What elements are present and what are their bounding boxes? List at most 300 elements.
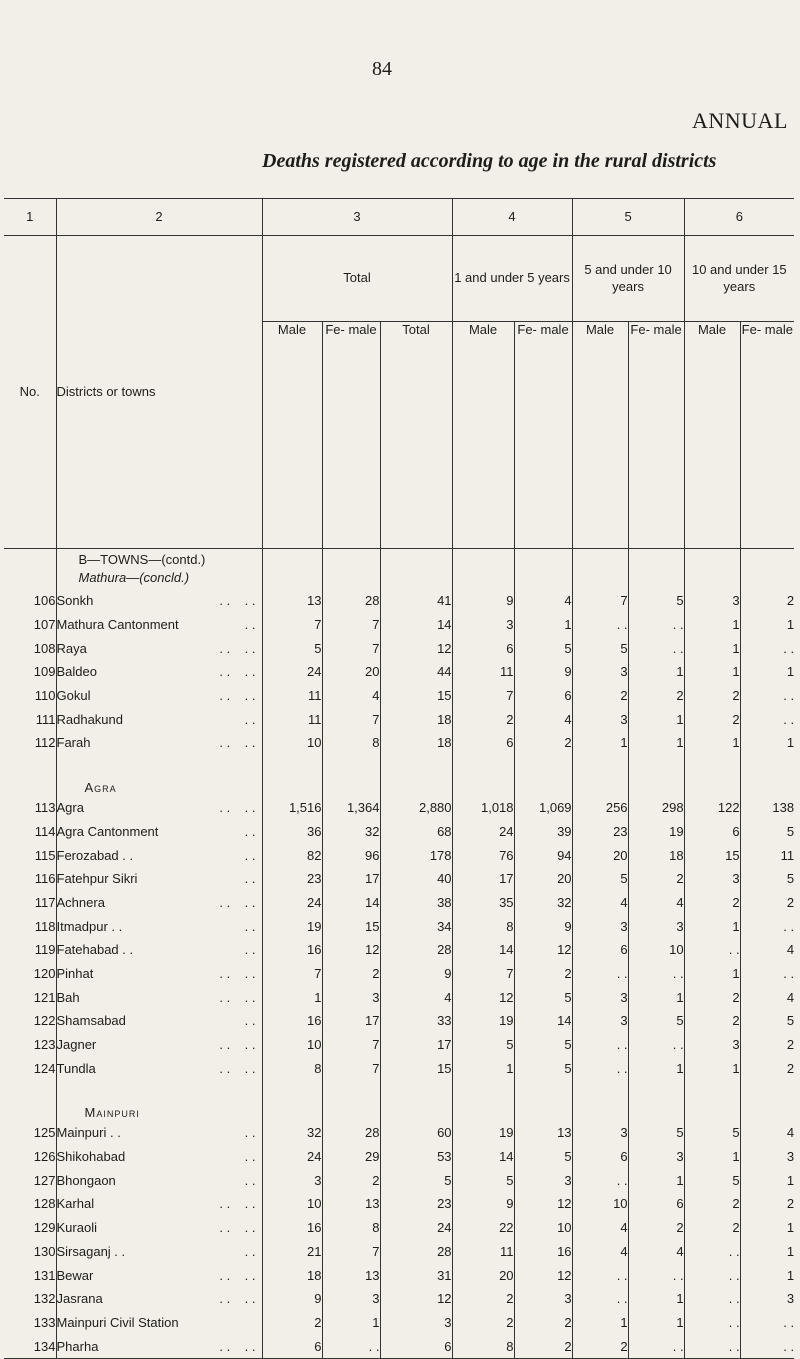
district-name: Raya xyxy=(56,640,87,656)
age-5-10-female-cell: 3 xyxy=(628,1145,684,1169)
age-5-10-male-cell: 6 xyxy=(572,938,628,962)
age-5-10-male-cell: 5 xyxy=(572,867,628,891)
leader-dots: . . . . xyxy=(219,1220,256,1236)
leader-dots: . . xyxy=(244,823,256,839)
section-empty-cell xyxy=(628,1080,684,1121)
total-total-cell: 9 xyxy=(380,962,452,986)
row-number: 131 xyxy=(33,1267,56,1283)
age-10-15-male-cell: 2 xyxy=(684,985,740,1009)
age-5-10-male-cell: . . xyxy=(572,1168,628,1192)
age-10-15-female-cell: . . xyxy=(740,1311,794,1335)
age-10-15-female-cell: 1 xyxy=(740,660,794,684)
total-female-cell: 8 xyxy=(322,1216,380,1240)
district-name: Jasrana xyxy=(56,1291,103,1307)
age-1-5-header: 1 and under 5 years xyxy=(452,236,572,322)
age-10-15-male-cell: 15 xyxy=(684,843,740,867)
age-1-5-female-cell: 2 xyxy=(514,1311,572,1335)
age-1-5-female-cell: 2 xyxy=(514,731,572,755)
leader-dots: . . xyxy=(244,847,256,863)
table-row xyxy=(4,1009,794,1033)
total-total-cell: 33 xyxy=(380,1009,452,1033)
age-5-10-female-cell: 2 xyxy=(628,1216,684,1240)
table-subtitle: Deaths registered according to age in the rural districts xyxy=(262,150,717,172)
total-female-cell: 15 xyxy=(322,914,380,938)
district-name: Mainpuri Civil Station xyxy=(56,1314,179,1330)
total-male-cell: 7 xyxy=(262,962,322,986)
row-number: 130 xyxy=(33,1243,56,1259)
leader-dots: . . xyxy=(244,711,256,727)
age-1-5-female-cell: 4 xyxy=(514,589,572,613)
total-group-header: Total xyxy=(262,236,452,322)
total-male-cell: 23 xyxy=(262,867,322,891)
age-10-15-female-cell: . . xyxy=(740,684,794,708)
age-1-5-male-cell: 7 xyxy=(452,684,514,708)
table-row xyxy=(4,914,794,938)
age-10-15-female-cell: . . xyxy=(740,962,794,986)
total-total-cell: 5 xyxy=(380,1168,452,1192)
age-10-15-female-cell: 1 xyxy=(740,613,794,637)
age-5-10-female-cell: . . xyxy=(628,1263,684,1287)
total-female-cell: 8 xyxy=(322,731,380,755)
age-10-15-male-cell: 2 xyxy=(684,1192,740,1216)
district-name: Sonkh xyxy=(56,593,94,609)
total-total-header: Total xyxy=(380,322,452,549)
total-male-cell: 24 xyxy=(262,891,322,915)
row-number: 129 xyxy=(33,1220,56,1236)
total-male-cell: 3 xyxy=(262,1168,322,1192)
age-5-10-female-cell: 5 xyxy=(628,1121,684,1145)
district-name: Radhakund xyxy=(56,711,123,727)
district-name: Pharha xyxy=(56,1338,99,1354)
district-name: Itmadpur . . xyxy=(56,918,123,934)
age-5-10-female-cell: 19 xyxy=(628,820,684,844)
district-cell xyxy=(56,1311,262,1335)
age-1-5-female-header: Fe- male xyxy=(514,322,572,549)
age-5-10-female-cell: 6 xyxy=(628,1192,684,1216)
total-total-cell: 12 xyxy=(380,636,452,660)
section-empty-cell xyxy=(322,755,380,796)
col-num-4: 4 xyxy=(452,199,572,236)
age-1-5-female-cell: 20 xyxy=(514,867,572,891)
total-female-cell: 7 xyxy=(322,1056,380,1080)
age-1-5-male-cell: 7 xyxy=(452,962,514,986)
age-5-10-male-cell: 3 xyxy=(572,1121,628,1145)
table-row xyxy=(4,636,794,660)
towns-heading-line1: B—TOWNS—(contd.) xyxy=(78,552,206,568)
row-number: 113 xyxy=(34,800,56,816)
row-number: 125 xyxy=(33,1125,56,1141)
total-male-cell: 5 xyxy=(262,636,322,660)
row-number: 117 xyxy=(34,894,56,910)
total-male-cell: 11 xyxy=(262,684,322,708)
section-empty-cell xyxy=(628,755,684,796)
age-10-15-male-cell: 1 xyxy=(684,613,740,637)
table-row xyxy=(4,1311,794,1335)
total-total-cell: 41 xyxy=(380,589,452,613)
age-10-15-male-cell: 1 xyxy=(684,1145,740,1169)
total-male-cell: 6 xyxy=(262,1334,322,1358)
district-name: Agra xyxy=(56,800,84,816)
age-1-5-male-cell: 5 xyxy=(452,1033,514,1057)
age-5-10-male-cell: 20 xyxy=(572,843,628,867)
age-5-10-female-cell: 1 xyxy=(628,731,684,755)
col-num-6: 6 xyxy=(684,199,794,236)
age-5-10-female-cell: . . xyxy=(628,613,684,637)
age-10-15-male-cell: . . xyxy=(684,1334,740,1358)
total-total-cell: 38 xyxy=(380,891,452,915)
table-row xyxy=(4,1056,794,1080)
total-female-cell: 28 xyxy=(322,1121,380,1145)
section-no xyxy=(4,755,56,796)
age-10-15-male-cell: 6 xyxy=(684,820,740,844)
age-5-10-female-cell: 1 xyxy=(628,1287,684,1311)
towns-heading xyxy=(56,549,262,590)
age-10-15-female-cell: . . xyxy=(740,1334,794,1358)
district-name: Jagner xyxy=(56,1037,97,1053)
total-male-cell: 18 xyxy=(262,1263,322,1287)
district-name: Fatehabad . . xyxy=(56,942,134,958)
row-number: 110 xyxy=(34,688,56,704)
total-female-cell: 3 xyxy=(322,985,380,1009)
section-row xyxy=(4,755,794,796)
leader-dots: . . . . xyxy=(219,1267,256,1283)
total-total-cell: 34 xyxy=(380,914,452,938)
row-number: 118 xyxy=(34,918,56,934)
total-total-cell: 178 xyxy=(380,843,452,867)
age-5-10-male-cell: 6 xyxy=(572,1145,628,1169)
district-cell xyxy=(56,636,262,660)
district-name: Ferozabad . . xyxy=(56,847,134,863)
age-10-15-male-cell: 1 xyxy=(684,636,740,660)
age-10-15-female-cell: 2 xyxy=(740,891,794,915)
age-1-5-female-cell: 39 xyxy=(514,820,572,844)
age-5-10-male-cell: 7 xyxy=(572,589,628,613)
leader-dots: . . xyxy=(244,1125,256,1141)
age-5-10-female-cell: 10 xyxy=(628,938,684,962)
total-female-cell: 32 xyxy=(322,820,380,844)
total-male-cell: 7 xyxy=(262,613,322,637)
district-name: Mathura Cantonment xyxy=(56,617,179,633)
district-cell xyxy=(56,843,262,867)
total-male-cell: 19 xyxy=(262,914,322,938)
age-5-10-female-header: Fe- male xyxy=(628,322,684,549)
age-10-15-male-cell: . . xyxy=(684,1240,740,1264)
age-5-10-male-cell: 2 xyxy=(572,1334,628,1358)
age-10-15-female-cell: 1 xyxy=(740,1168,794,1192)
leader-dots: . . . . xyxy=(219,1291,256,1307)
age-10-15-female-cell: 2 xyxy=(740,1192,794,1216)
section-empty-cell xyxy=(452,755,514,796)
district-cell xyxy=(56,731,262,755)
table-row xyxy=(4,1033,794,1057)
total-female-cell: 17 xyxy=(322,867,380,891)
age-10-15-male-cell: 1 xyxy=(684,914,740,938)
age-5-10-male-cell: . . xyxy=(572,1287,628,1311)
age-1-5-female-cell: 9 xyxy=(514,660,572,684)
leader-dots: . . xyxy=(244,617,256,633)
total-female-cell: 7 xyxy=(322,1240,380,1264)
table-row xyxy=(4,1121,794,1145)
age-5-10-male-cell: 3 xyxy=(572,985,628,1009)
row-number: 115 xyxy=(34,847,56,863)
district-cell xyxy=(56,1334,262,1358)
district-cell xyxy=(56,1240,262,1264)
age-5-10-male-header: Male xyxy=(572,322,628,549)
towns-heading-line2: Mathura—(concld.) xyxy=(78,570,190,585)
total-total-cell: 12 xyxy=(380,1287,452,1311)
section-empty-cell xyxy=(380,1080,452,1121)
section-empty-cell xyxy=(514,1080,572,1121)
leader-dots: . . xyxy=(244,1243,256,1259)
age-10-15-male-cell: 1 xyxy=(684,731,740,755)
age-10-15-female-cell: 2 xyxy=(740,1056,794,1080)
total-male-cell: 2 xyxy=(262,1311,322,1335)
row-number: 121 xyxy=(33,989,56,1005)
age-1-5-male-cell: 9 xyxy=(452,589,514,613)
section-empty-cell xyxy=(322,1080,380,1121)
table-row xyxy=(4,867,794,891)
leader-dots: . . . . xyxy=(219,640,256,656)
age-10-15-female-cell: 5 xyxy=(740,820,794,844)
district-name: Mainpuri . . xyxy=(56,1125,121,1141)
leader-dots: . . xyxy=(244,1013,256,1029)
age-1-5-female-cell: 2 xyxy=(514,1334,572,1358)
total-female-cell: 4 xyxy=(322,684,380,708)
age-10-15-female-header: Fe- male xyxy=(740,322,794,549)
row-number: 123 xyxy=(33,1037,56,1053)
table-row xyxy=(4,796,794,820)
section-empty-cell xyxy=(572,1080,628,1121)
district-name: Pinhat xyxy=(56,965,94,981)
age-5-10-female-cell: 1 xyxy=(628,1056,684,1080)
total-female-cell: 12 xyxy=(322,938,380,962)
age-1-5-female-cell: 5 xyxy=(514,636,572,660)
district-cell xyxy=(56,1009,262,1033)
leader-dots: . . xyxy=(244,1149,256,1165)
age-5-10-male-cell: 4 xyxy=(572,891,628,915)
age-5-10-female-cell: . . xyxy=(628,1033,684,1057)
total-total-cell: 53 xyxy=(380,1145,452,1169)
section-empty-cell xyxy=(684,755,740,796)
age-5-10-male-cell: . . xyxy=(572,613,628,637)
age-1-5-male-cell: 35 xyxy=(452,891,514,915)
age-1-5-male-cell: 20 xyxy=(452,1263,514,1287)
table-body xyxy=(4,549,794,1359)
total-male-cell: 82 xyxy=(262,843,322,867)
district-cell xyxy=(56,1121,262,1145)
age-10-15-header: 10 and under 15 years xyxy=(684,236,794,322)
age-1-5-female-cell: 14 xyxy=(514,1009,572,1033)
leader-dots: . . . . xyxy=(219,664,256,680)
district-cell xyxy=(56,867,262,891)
total-total-cell: 2,880 xyxy=(380,796,452,820)
age-5-10-male-cell: . . xyxy=(572,1263,628,1287)
district-cell xyxy=(56,589,262,613)
district-cell xyxy=(56,1263,262,1287)
age-1-5-male-cell: 2 xyxy=(452,1311,514,1335)
age-1-5-female-cell: 10 xyxy=(514,1216,572,1240)
total-male-cell: 16 xyxy=(262,1009,322,1033)
age-5-10-female-cell: 2 xyxy=(628,684,684,708)
table-row xyxy=(4,1145,794,1169)
total-male-cell: 10 xyxy=(262,1192,322,1216)
age-5-10-female-cell: 1 xyxy=(628,985,684,1009)
total-total-cell: 28 xyxy=(380,1240,452,1264)
towns-heading-no xyxy=(4,549,56,590)
col-num-1: 1 xyxy=(4,199,56,236)
age-10-15-male-cell: 5 xyxy=(684,1121,740,1145)
total-total-cell: 3 xyxy=(380,1311,452,1335)
district-cell xyxy=(56,891,262,915)
age-10-15-male-cell: . . xyxy=(684,1311,740,1335)
age-1-5-male-cell: 17 xyxy=(452,867,514,891)
district-name: Bewar xyxy=(56,1267,94,1283)
age-1-5-male-cell: 14 xyxy=(452,938,514,962)
age-1-5-male-cell: 14 xyxy=(452,1145,514,1169)
total-total-cell: 14 xyxy=(380,613,452,637)
leader-dots: . . xyxy=(244,871,256,887)
section-empty-cell xyxy=(262,1080,322,1121)
row-number: 116 xyxy=(34,871,56,887)
age-1-5-female-cell: 3 xyxy=(514,1287,572,1311)
district-cell xyxy=(56,938,262,962)
age-10-15-female-cell: 3 xyxy=(740,1287,794,1311)
total-male-cell: 8 xyxy=(262,1056,322,1080)
district-name: Fatehpur Sikri xyxy=(56,871,138,887)
leader-dots: . . xyxy=(244,942,256,958)
section-no xyxy=(4,1080,56,1121)
age-10-15-female-cell: . . xyxy=(740,707,794,731)
page-number: 84 xyxy=(372,58,392,80)
age-1-5-male-cell: 1 xyxy=(452,1056,514,1080)
age-10-15-female-cell: 5 xyxy=(740,1009,794,1033)
total-female-cell: 13 xyxy=(322,1263,380,1287)
total-female-cell: 17 xyxy=(322,1009,380,1033)
table-row xyxy=(4,660,794,684)
age-5-10-male-cell: 3 xyxy=(572,707,628,731)
age-10-15-female-cell: 1 xyxy=(740,1263,794,1287)
total-male-cell: 21 xyxy=(262,1240,322,1264)
age-1-5-male-cell: 6 xyxy=(452,731,514,755)
age-1-5-female-cell: 3 xyxy=(514,1168,572,1192)
report-heading: ANNUAL xyxy=(692,108,788,133)
age-5-10-male-cell: 3 xyxy=(572,914,628,938)
age-1-5-male-cell: 9 xyxy=(452,1192,514,1216)
age-10-15-female-cell: 4 xyxy=(740,938,794,962)
leader-dots: . . . . xyxy=(219,1338,256,1354)
total-total-cell: 17 xyxy=(380,1033,452,1057)
table-row xyxy=(4,731,794,755)
age-10-15-female-cell: 2 xyxy=(740,1033,794,1057)
age-10-15-male-cell: 1 xyxy=(684,1056,740,1080)
row-number: 126 xyxy=(33,1149,56,1165)
total-male-cell: 16 xyxy=(262,1216,322,1240)
age-10-15-male-cell: 1 xyxy=(684,660,740,684)
age-5-10-female-cell: . . xyxy=(628,636,684,660)
age-1-5-male-cell: 6 xyxy=(452,636,514,660)
age-1-5-female-cell: 5 xyxy=(514,1033,572,1057)
district-name: Sirsaganj . . xyxy=(56,1243,126,1259)
age-10-15-female-cell: 3 xyxy=(740,1145,794,1169)
total-total-cell: 31 xyxy=(380,1263,452,1287)
total-female-header: Fe- male xyxy=(322,322,380,549)
table-row xyxy=(4,1192,794,1216)
district-name: Karhal xyxy=(56,1196,95,1212)
leader-dots: . . xyxy=(244,918,256,934)
age-1-5-female-cell: 13 xyxy=(514,1121,572,1145)
table-row xyxy=(4,843,794,867)
district-cell xyxy=(56,1287,262,1311)
district-cell xyxy=(56,1192,262,1216)
age-10-15-female-cell: . . xyxy=(740,636,794,660)
total-female-cell: 7 xyxy=(322,707,380,731)
total-total-cell: 60 xyxy=(380,1121,452,1145)
district-cell xyxy=(56,796,262,820)
total-male-cell: 32 xyxy=(262,1121,322,1145)
leader-dots: . . . . xyxy=(219,735,256,751)
district-name: Bhongaon xyxy=(56,1172,116,1188)
age-10-15-female-cell: 4 xyxy=(740,1121,794,1145)
total-male-header: Male xyxy=(262,322,322,549)
age-1-5-male-cell: 11 xyxy=(452,660,514,684)
age-5-10-female-cell: 1 xyxy=(628,1168,684,1192)
row-number: 133 xyxy=(33,1314,56,1330)
age-1-5-male-header: Male xyxy=(452,322,514,549)
leader-dots: . . . . xyxy=(219,593,256,609)
age-5-10-female-cell: 4 xyxy=(628,891,684,915)
district-name: Farah xyxy=(56,735,91,751)
age-1-5-female-cell: 1,069 xyxy=(514,796,572,820)
age-5-10-female-cell: . . xyxy=(628,1334,684,1358)
district-cell xyxy=(56,684,262,708)
age-1-5-female-cell: 16 xyxy=(514,1240,572,1264)
age-1-5-female-cell: 6 xyxy=(514,684,572,708)
age-1-5-male-cell: 2 xyxy=(452,707,514,731)
age-1-5-male-cell: 76 xyxy=(452,843,514,867)
age-5-10-male-cell: 3 xyxy=(572,660,628,684)
no-header: No. xyxy=(4,236,56,549)
age-10-15-male-cell: . . xyxy=(684,938,740,962)
total-total-cell: 44 xyxy=(380,660,452,684)
column-number-row xyxy=(4,199,794,236)
age-5-10-male-cell: 1 xyxy=(572,1311,628,1335)
age-10-15-female-cell: 2 xyxy=(740,589,794,613)
col-num-2: 2 xyxy=(56,199,262,236)
row-number: 111 xyxy=(35,711,56,727)
age-10-15-male-cell: 3 xyxy=(684,867,740,891)
row-number: 122 xyxy=(33,1013,56,1029)
table-row xyxy=(4,707,794,731)
age-5-10-male-cell: 3 xyxy=(572,1009,628,1033)
district-name: Tundla xyxy=(56,1060,96,1076)
age-5-10-male-cell: 5 xyxy=(572,636,628,660)
age-1-5-male-cell: 12 xyxy=(452,985,514,1009)
total-female-cell: 1,364 xyxy=(322,796,380,820)
section-empty-cell xyxy=(514,755,572,796)
total-female-cell: 7 xyxy=(322,613,380,637)
age-10-15-male-cell: 2 xyxy=(684,707,740,731)
total-male-cell: 13 xyxy=(262,589,322,613)
leader-dots: . . . . xyxy=(219,894,256,910)
total-total-cell: 6 xyxy=(380,1334,452,1358)
district-name: Shikohabad xyxy=(56,1149,126,1165)
age-5-10-header: 5 and under 10 years xyxy=(572,236,684,322)
row-number: 106 xyxy=(33,593,56,609)
total-male-cell: 11 xyxy=(262,707,322,731)
towns-heading-row xyxy=(4,549,794,590)
row-number: 128 xyxy=(33,1196,56,1212)
age-1-5-female-cell: 94 xyxy=(514,843,572,867)
